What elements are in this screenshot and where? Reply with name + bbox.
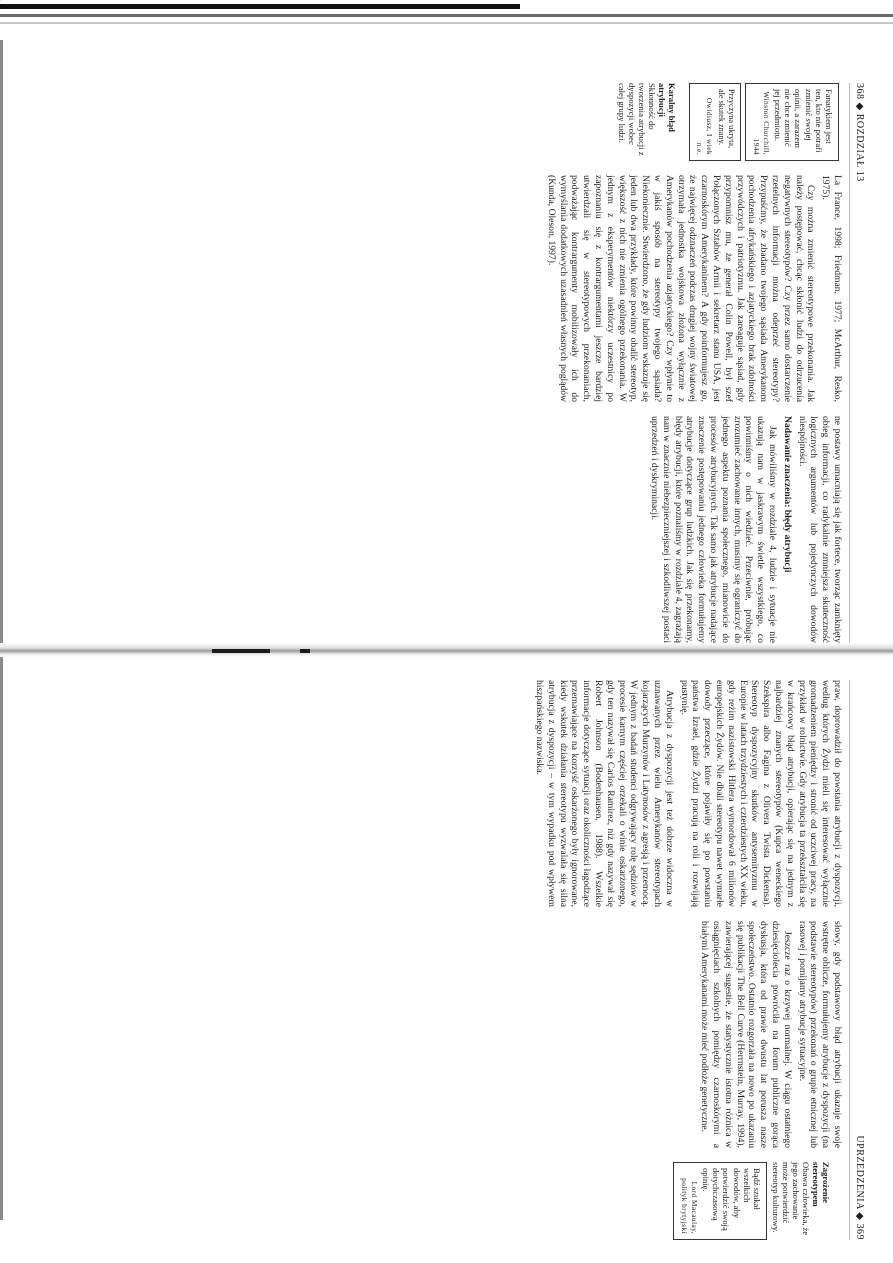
scan-artifact-dash	[212, 649, 270, 653]
paragraph: La France, 1998; Friedman, 1977; McArthur, Resko, 1975).	[820, 175, 843, 402]
quote-text: Przyczyna ukryta, ale skutek znany.	[717, 89, 737, 149]
quote-author: Winston Churchill, 1944	[751, 91, 771, 155]
margin-definition: Skłonność do tworzenia atrybucji z dyspozycji wobec całej grupy ludzi.	[616, 83, 657, 156]
margin-definition: Obawa człowieka, że jego zachowanie może potwierdzić stereotyp kulturowy.	[771, 1162, 811, 1236]
quote-box-churchill	[745, 83, 839, 161]
quote-text: Bądź szukał wszelkich dowodów, aby potwierdzić swoją dotychczasową opinię.	[700, 1168, 762, 1231]
margin-column	[530, 1162, 843, 1240]
page-368	[15, 83, 870, 643]
scan-artifact-line	[0, 14, 893, 17]
quote-text: Fanatykiem jest ten, kto nie potrafi zmienić swojej opinii, a zarazem nie chce zmienić jej przedmiotu.	[772, 89, 834, 153]
margin-column	[542, 83, 843, 161]
quote-box-ovid	[689, 83, 742, 161]
text-column-1	[542, 175, 843, 402]
book-spine-crease	[0, 643, 893, 657]
paragraph: słowy, gdy podstawowy błąd atrybucji ukazuje swoje wstrętne oblicze, formułujemy atrybucje z dyspozycji (na podstawie stereotypów) przekonań o grupie etnicznej lub rasowej i pomijamy atrybucje sytuacyjne.	[796, 921, 843, 1148]
paragraph: praw, doprowadził do powstania atrybucji z dyspozycji, według których Żydzi mieli się interesować wyłącznie gromadzeniem pieniędzy i stronić od uczciwej pracy, na przykład w rolnictwie. Gdy atrybucja ta przekształciła się w krańcowy błąd atrybucji, opierając się na jednym z najbardziej znanych stereotypów (Kupca weneckiego Szekspira albo Fagina z Olivera Twista Dickensa). Stereotyp dyspozycyjny skutków antysemityzmu w Europie w latach trzydziestych i czterdziestych XX wieku, gdy reżim nazistowski Hitlera wymordował 6 milionów europejskich Żydów. Nie dbali stereotypu nawet wymarłe dowody przeczące, które pojawiły się po powstaniu państwa Izrael, gdzie Żydzi pracują na roli i rozwijają pustynię.	[678, 680, 843, 907]
page-369	[15, 680, 870, 1240]
margin-term: Zagrożenie stereotypem	[811, 1162, 831, 1207]
section-heading: Nadawanie znaczenia: błędy atrybucji	[781, 416, 793, 573]
paragraph: Jak mówiliśmy w rozdziale 4, ludzie i sytuacje nie ukazują nam w jaskrawym świetle wszystkiego, co powinniśmy o nich wiedzieć. Przeciwnie, próbując zrozumieć zachowanie innych, musimy się ograniczyć do jednego aspektu poznania społecznego, mianowicie do procesów atrybucyjnych. Tak samo jak atrybucje nadające znaczenie postępowaniu jednego człowieka formułujemy atrybucje dotyczące grup ludzkich. Jak się przekonamy, błędy atrybucji, które poznaliśmy w rozdziale 4, zagrażają nam w znacznie niebezpieczniejszej i szkodliwszej postaci uprzedzeń i dyskryminacji.	[649, 416, 779, 643]
chapter-label: ROZDZIAŁ 13	[854, 113, 866, 182]
scan-artifact-line-light	[0, 22, 893, 24]
paragraph: Czy można zmienić stereotypowe przekonania. Jak należy postępować, chcąc skłonić ludzi do odrzucenia negatywnych stereotypów? Czy przez samo dostarczenie rzetelnych informacji można odeprzeć stereotypy? Przypuśćmy, że zbadano twojego sąsiada Amerykanom pochodzenia afrykańskiego i azjatyckiego brak zdolności przywódczych i patriotyzmu. Jak zareaguje sąsiad, gdy przypomnisz mu, że generał Colin Powell, był szef Połączonych Sztabów Armii i sekretarz stanu USA, jest czarnoskórym Amerykaninem? A gdy poinformujesz go, że najwięcej odznaczeń podczas drugiej wojny światowej otrzymała jednostka wojskowa złożona wyłącznie z Amerykanów pochodzenia azjatyckiego? Czy wpłynie to w jakiś sposób na stereotypy twojego sąsiada? Niekoniecznie. Stwierdzono, że gdy ludziom wskazuje się jeden lub dwa przykłady, które powinny obalić stereotyp, większość z nich nie zmienia ogólnego przekonania. W jednym z eksperymentów niektórzy uczestnicy po zapoznaniu się z kontrargumentami jeszcze bardziej utwierdzali się w stereotypowych przekonaniach, podważając kontrargumenty mobilizowały ich do wymyślania dodatkowych uzasadnień własnych poglądów (Kunda, Oleson, 1997).	[545, 175, 817, 402]
scan-artifact-dash	[300, 649, 310, 653]
running-head-369: UPRZEDZENIA ◆ 369	[849, 680, 870, 1240]
scan-artifact-edge	[0, 40, 3, 1220]
margin-term: Karalny błąd atrybucji	[656, 83, 677, 132]
quote-box-macaulay	[673, 1162, 767, 1240]
text-column-2	[530, 921, 843, 1148]
quote-author: Owidiusz, I wiek n.e.	[694, 97, 714, 155]
text-column-2	[542, 416, 843, 643]
page-number: 368	[854, 83, 866, 100]
page-number: 369	[854, 1223, 866, 1240]
quote-author: Lord Macaulay, polityk brytyjski	[679, 1178, 699, 1234]
text-column-1	[530, 680, 843, 907]
running-head-368: 368 ◆ ROZDZIAŁ 13	[849, 83, 870, 643]
overflow-text	[0, 0, 1, 1]
chapter-label: UPRZEDZENIA	[854, 1135, 866, 1210]
paragraph: Atrybucja z dyspozycji jest też dobrze widoczna w uznawanych przez wielu Amerykanów stereotypach kojarzących Murzynów i Latynosów z agresją i przemocą. W jednym z badań studenci odgrywający rolę sędziów w procesie karnym częściej orzekali o winie oskarżonego, gdy ten nazywał się Carlos Ramirez, niż gdy nazywał się Robert Johnson (Bodenhausen, 1988). Wszelkie informacje dotyczące sytuacji oraz okoliczności łagodzące przemawiające na korzyść oskarżonego były ignorowane, kiedy wskutek działania stereotypu wyzwalała się silna atrybucja z dyspozycji – w tym wypadku pod wpływem hiszpańskiego nazwiska.	[534, 680, 675, 907]
scan-artifact-top	[0, 4, 520, 9]
paragraph: ne postawy umacniają się jak fortece, tworząc zamknięty obieg informacji, co radykalnie zmniejsza skuteczność logicznych argumentów lub pojedynczych dowodów niespójności.	[796, 416, 843, 643]
paragraph: Jeszcze raz o krzywej normalnej. W ciągu ostatniego dziesięciolecia powróciła na forum publiczne gorąca dyskusja, która od prawie dwustu lat porusza nasze społeczeństwo. Ostatnio rozgorzała na nowo po ukazaniu się publikacji The Bell Curve (Herrnstein, Murray, 1994), zawierającej sugestie, że statystycznie istotna różnica w osiągnięciach szkolnych pomiędzy czarnoskórymi a białymi Amerykanami może mieć podłoże genetyczne.	[699, 921, 793, 1148]
